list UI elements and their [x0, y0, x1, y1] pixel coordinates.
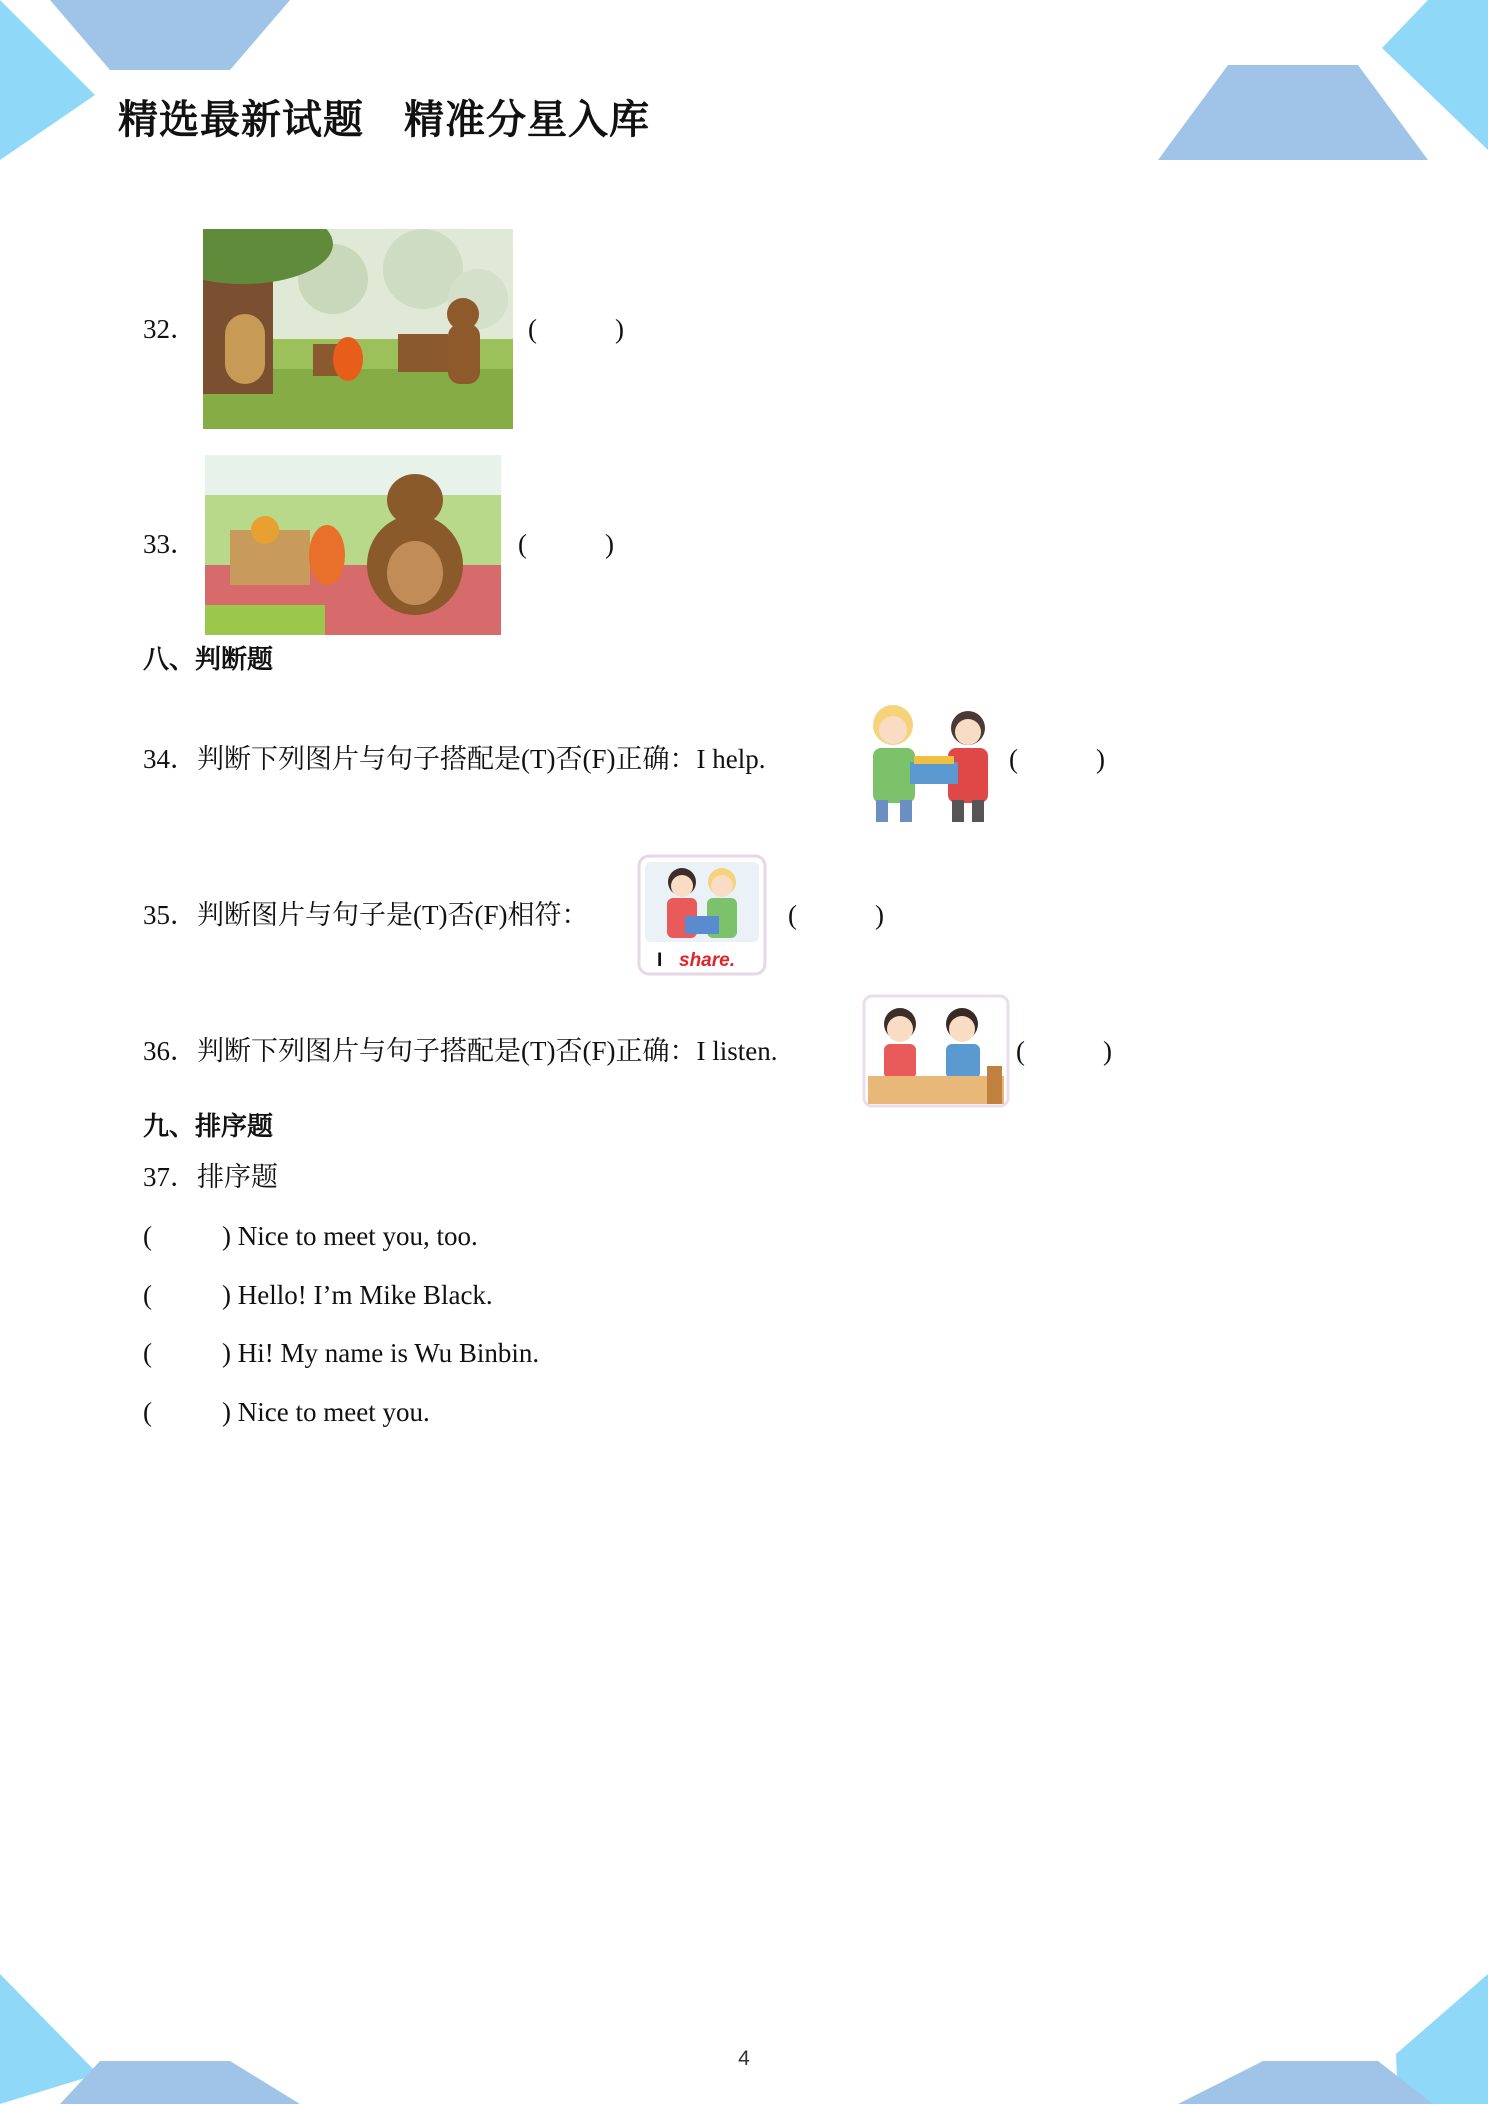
paren-close: ) — [222, 1221, 231, 1251]
question-33-answer-paren — [518, 528, 614, 560]
paren-close: ) — [1103, 1036, 1112, 1066]
paren-close: ) — [605, 529, 614, 559]
question-35-text: 35．判断图片与句子是(T)否(F)相符： — [143, 900, 589, 930]
paren-open: ( — [143, 1397, 152, 1427]
ordering-item — [143, 1220, 478, 1252]
ordering-item-text: Nice to meet you, too. — [237, 1221, 478, 1251]
paren-open: ( — [1016, 1036, 1025, 1066]
corner-decoration-bottom-right — [1168, 1934, 1488, 2104]
paren-close: ) — [222, 1280, 231, 1310]
question-34-image — [848, 690, 1008, 825]
paren-open: ( — [1009, 744, 1018, 774]
ordering-item-text: Hello! I’m Mike Black. — [237, 1280, 493, 1310]
question-35-answer-paren — [788, 899, 884, 931]
ordering-item — [143, 1279, 493, 1311]
corner-decoration-top-right — [1158, 0, 1488, 170]
question-36-image — [862, 994, 1010, 1108]
question-36-text: 36．判断下列图片与句子搭配是(T)否(F)正确：I listen. — [143, 1036, 778, 1066]
question-34-answer-paren — [1009, 743, 1105, 775]
question-35-caption-i: I — [657, 950, 663, 971]
ordering-item — [143, 1337, 539, 1369]
question-32-image — [203, 229, 513, 429]
paren-close: ) — [875, 900, 884, 930]
section-8-heading: 八、判断题 — [143, 645, 274, 675]
paren-open: ( — [518, 529, 527, 559]
question-36-answer-paren — [1016, 1035, 1112, 1067]
question-37-text: 37．排序题 — [143, 1162, 278, 1192]
question-32-number: 32． — [143, 314, 197, 344]
paren-close: ) — [222, 1397, 231, 1427]
header-title-left: 精选最新试题 — [118, 97, 364, 143]
paren-open: ( — [143, 1280, 152, 1310]
corner-decoration-bottom-left — [0, 1934, 310, 2104]
paren-close: ) — [615, 314, 624, 344]
paren-open: ( — [788, 900, 797, 930]
question-33-image — [205, 455, 501, 635]
paren-open: ( — [143, 1338, 152, 1368]
question-33-number: 33． — [143, 529, 197, 559]
page-number: 4 — [738, 2047, 750, 2070]
paren-open: ( — [528, 314, 537, 344]
paren-close: ) — [222, 1338, 231, 1368]
ordering-item — [143, 1396, 430, 1428]
ordering-item-text: Nice to meet you. — [237, 1397, 430, 1427]
question-35-image — [637, 854, 767, 976]
header-title — [118, 88, 650, 145]
question-35-caption-word: share. — [679, 950, 735, 971]
section-9-heading: 九、排序题 — [143, 1112, 274, 1142]
question-34-text: 34．判断下列图片与句子搭配是(T)否(F)正确：I help. — [143, 744, 766, 774]
question-32-answer-paren — [528, 313, 624, 345]
header-title-right: 精准分星入库 — [404, 97, 650, 143]
paren-open: ( — [143, 1221, 152, 1251]
paren-close: ) — [1096, 744, 1105, 774]
ordering-item-text: Hi! My name is Wu Binbin. — [237, 1338, 540, 1368]
